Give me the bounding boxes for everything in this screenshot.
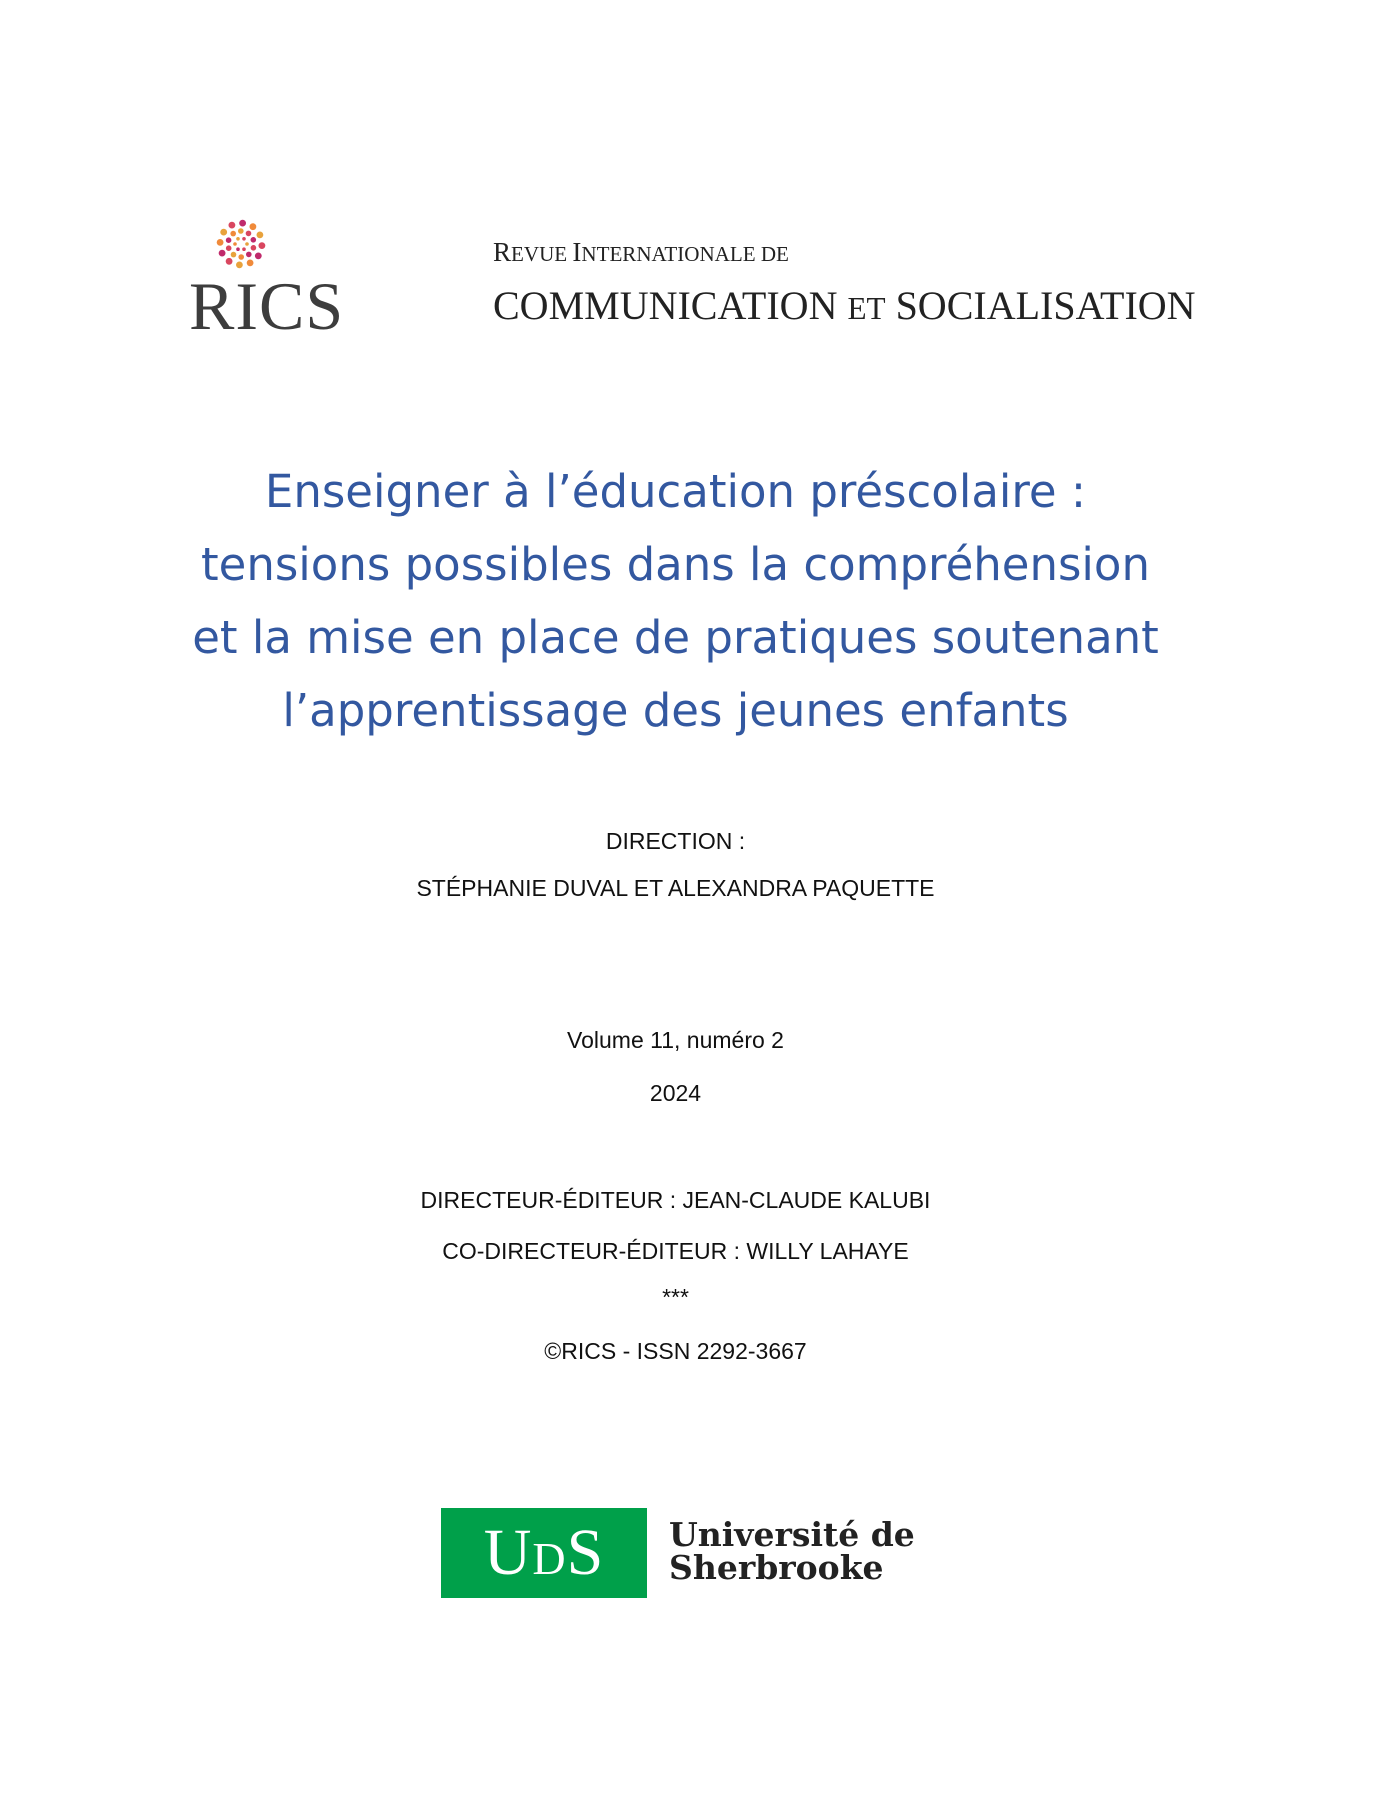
journal-name-line1: REVUE INTERNATIONALE DE xyxy=(493,237,789,267)
direction-names: STÉPHANIE DUVAL ET ALEXANDRA PAQUETTE xyxy=(416,875,935,901)
rics-dot xyxy=(230,231,236,237)
rics-dot xyxy=(257,232,264,239)
rics-dot xyxy=(251,245,257,251)
rics-dot xyxy=(242,237,246,241)
rics-dot xyxy=(233,242,237,246)
rics-wordmark: RICS xyxy=(189,268,345,344)
rics-dot xyxy=(238,254,244,260)
co-director-editor: CO-DIRECTEUR-ÉDITEUR : WILLY LAHAYE xyxy=(442,1238,909,1264)
rics-dot xyxy=(229,222,236,229)
rics-dot xyxy=(226,258,233,265)
rics-dot xyxy=(219,250,226,257)
rics-dot xyxy=(236,237,240,241)
rics-dot xyxy=(251,237,257,243)
rics-dot xyxy=(231,252,237,258)
copyright-issn: ©RICS - ISSN 2292-3667 xyxy=(544,1338,807,1364)
direction-label: DIRECTION : xyxy=(605,828,746,854)
rics-dot xyxy=(236,247,240,251)
issue-title-line: l’apprentissage des jeunes enfants xyxy=(282,684,1069,737)
uds-monogram: UDS xyxy=(441,1508,647,1598)
separator-stars: *** xyxy=(662,1284,689,1310)
issue-title xyxy=(120,455,1231,747)
issue-title-line: tensions possibles dans la compréhension xyxy=(201,538,1150,591)
rics-dot xyxy=(226,245,232,251)
issue-year: 2024 xyxy=(649,1080,702,1106)
rics-logo xyxy=(185,212,355,344)
rics-dot xyxy=(255,253,262,260)
rics-dot xyxy=(239,220,246,227)
rics-dot xyxy=(247,260,254,267)
rics-dot xyxy=(242,247,246,251)
rics-dots-icon xyxy=(185,212,305,272)
volume-number: Volume 11, numéro 2 xyxy=(567,1027,784,1053)
rics-dot xyxy=(226,237,232,243)
rics-dot xyxy=(246,231,252,237)
rics-dot xyxy=(217,239,224,246)
rics-dot xyxy=(220,229,227,236)
journal-name-line2: COMMUNICATION ET SOCIALISATION xyxy=(493,283,1196,328)
director-editor: DIRECTEUR-ÉDITEUR : JEAN-CLAUDE KALUBI xyxy=(420,1187,931,1213)
rics-dot xyxy=(245,242,249,246)
universite-de-sherbrooke-logo xyxy=(441,1508,921,1598)
issue-title-line: et la mise en place de pratiques soutenant xyxy=(192,611,1159,664)
issue-title-line: Enseigner à l’éducation préscolaire : xyxy=(264,465,1087,518)
rics-dot xyxy=(246,252,252,258)
rics-dot xyxy=(238,228,244,234)
uds-name: Université de Sherbrooke xyxy=(669,1515,915,1587)
rics-dot xyxy=(250,223,257,230)
rics-dot xyxy=(259,242,266,249)
